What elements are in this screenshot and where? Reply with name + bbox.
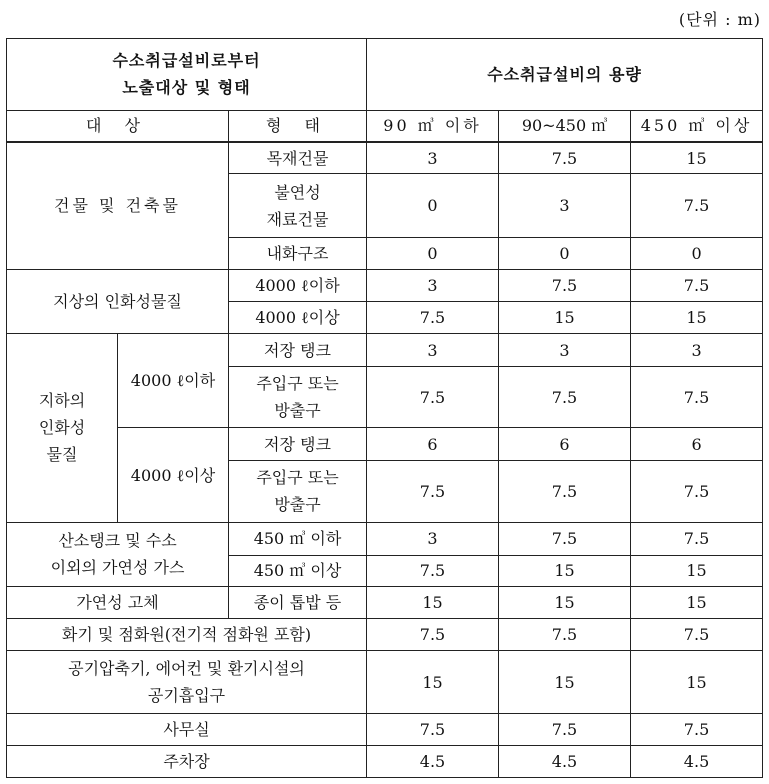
cell-value: 6 [367, 428, 499, 461]
col-cap-90-450: 90~450 ㎥ [499, 110, 631, 142]
form-nonflammable-building [229, 174, 367, 238]
form-fireproof: 내화구조 [229, 237, 367, 269]
cell-value: 15 [499, 302, 631, 334]
cell-value: 4.5 [631, 746, 763, 778]
header-exposure-line2: 노출대상 및 형태 [122, 78, 251, 98]
cell-value: 3 [631, 334, 763, 367]
form-storage-tank: 저장 탱크 [229, 334, 367, 367]
cell-value: 7.5 [367, 302, 499, 334]
cell-value: 4.5 [367, 746, 499, 778]
cell-value: 6 [499, 428, 631, 461]
form-paper-sawdust: 종이 톱밥 등 [229, 587, 367, 619]
cell-value: 7.5 [499, 366, 631, 427]
target-combustible-solid: 가연성 고체 [7, 587, 229, 619]
form-storage-tank: 저장 탱크 [229, 428, 367, 461]
cell-value: 15 [499, 587, 631, 619]
cell-value: 3 [367, 334, 499, 367]
sub-4000-above: 4000 ℓ이상 [118, 428, 229, 522]
cell-value: 7.5 [631, 174, 763, 238]
target-flammable-gas [7, 522, 229, 587]
cell-value: 15 [631, 555, 763, 587]
cell-value: 7.5 [631, 619, 763, 651]
cell-value: 7.5 [631, 714, 763, 746]
form-4000-below: 4000 ℓ이하 [229, 269, 367, 302]
col-form: 형 태 [229, 110, 367, 142]
cell-value: 7.5 [499, 269, 631, 302]
hydrogen-distance-table [6, 38, 763, 778]
cell-value: 15 [631, 302, 763, 334]
form-line: 방출구 [274, 401, 321, 421]
cell-value: 7.5 [499, 142, 631, 174]
cell-value: 4.5 [499, 746, 631, 778]
cell-value: 7.5 [499, 714, 631, 746]
target-building: 건물 및 건축물 [7, 142, 229, 269]
target-above-ground-flammable: 지상의 인화성물질 [7, 269, 229, 334]
target-line: 인화성 [38, 418, 86, 438]
col-cap-450-above: 450 ㎥ 이상 [631, 110, 763, 142]
form-line: 방출구 [274, 495, 321, 515]
cell-value: 15 [631, 650, 763, 714]
col-cap-90-below: 90 ㎥ 이하 [367, 110, 499, 142]
cell-value: 15 [367, 650, 499, 714]
form-line: 불연성 [274, 182, 321, 202]
cell-value: 0 [631, 237, 763, 269]
target-line: 지하의 [38, 391, 86, 411]
cell-value: 7.5 [367, 714, 499, 746]
cell-value: 3 [499, 174, 631, 238]
target-air-intake [7, 650, 367, 714]
cell-value: 7.5 [367, 366, 499, 427]
form-4000-above: 4000 ℓ이상 [229, 302, 367, 334]
cell-value: 3 [367, 142, 499, 174]
cell-value: 7.5 [631, 269, 763, 302]
cell-value: 3 [367, 522, 499, 555]
target-line: 물질 [46, 445, 78, 465]
form-line: 주입구 또는 [256, 468, 339, 488]
cell-value: 6 [631, 428, 763, 461]
cell-value: 15 [367, 587, 499, 619]
cell-value: 15 [499, 650, 631, 714]
target-parking: 주차장 [7, 746, 367, 778]
cell-value: 7.5 [499, 619, 631, 651]
header-capacity: 수소취급설비의 용량 [367, 39, 763, 111]
target-office: 사무실 [7, 714, 367, 746]
target-line: 산소탱크 및 수소 [58, 531, 177, 551]
cell-value: 3 [367, 269, 499, 302]
cell-value: 7.5 [367, 461, 499, 522]
cell-value: 0 [367, 237, 499, 269]
target-ignition-source: 화기 및 점화원(전기적 점화원 포함) [7, 619, 367, 651]
form-wood-building: 목재건물 [229, 142, 367, 174]
cell-value: 3 [499, 334, 631, 367]
cell-value: 7.5 [631, 522, 763, 555]
cell-value: 7.5 [499, 522, 631, 555]
form-inlet-outlet [229, 461, 367, 522]
header-exposure-line1: 수소취급설비로부터 [112, 51, 261, 71]
cell-value: 7.5 [499, 461, 631, 522]
cell-value: 15 [499, 555, 631, 587]
form-inlet-outlet [229, 366, 367, 427]
header-exposure-cell [7, 39, 367, 111]
form-line: 재료건물 [266, 209, 329, 229]
form-line: 주입구 또는 [256, 374, 339, 394]
cell-value: 15 [631, 587, 763, 619]
sub-4000-below: 4000 ℓ이하 [118, 334, 229, 428]
cell-value: 0 [367, 174, 499, 238]
cell-value: 7.5 [367, 619, 499, 651]
target-line: 이외의 가연성 가스 [50, 558, 185, 578]
cell-value: 7.5 [631, 366, 763, 427]
cell-value: 0 [499, 237, 631, 269]
target-line: 공기압축기, 에어컨 및 환기시설의 [68, 659, 305, 679]
form-450-below: 450 ㎥ 이하 [229, 522, 367, 555]
form-450-above: 450 ㎥ 이상 [229, 555, 367, 587]
cell-value: 7.5 [367, 555, 499, 587]
cell-value: 7.5 [631, 461, 763, 522]
unit-label: (단위 : m) [678, 10, 761, 29]
target-underground-flammable [7, 334, 118, 523]
cell-value: 15 [631, 142, 763, 174]
col-target: 대 상 [7, 110, 229, 142]
target-line: 공기흡입구 [147, 686, 226, 706]
